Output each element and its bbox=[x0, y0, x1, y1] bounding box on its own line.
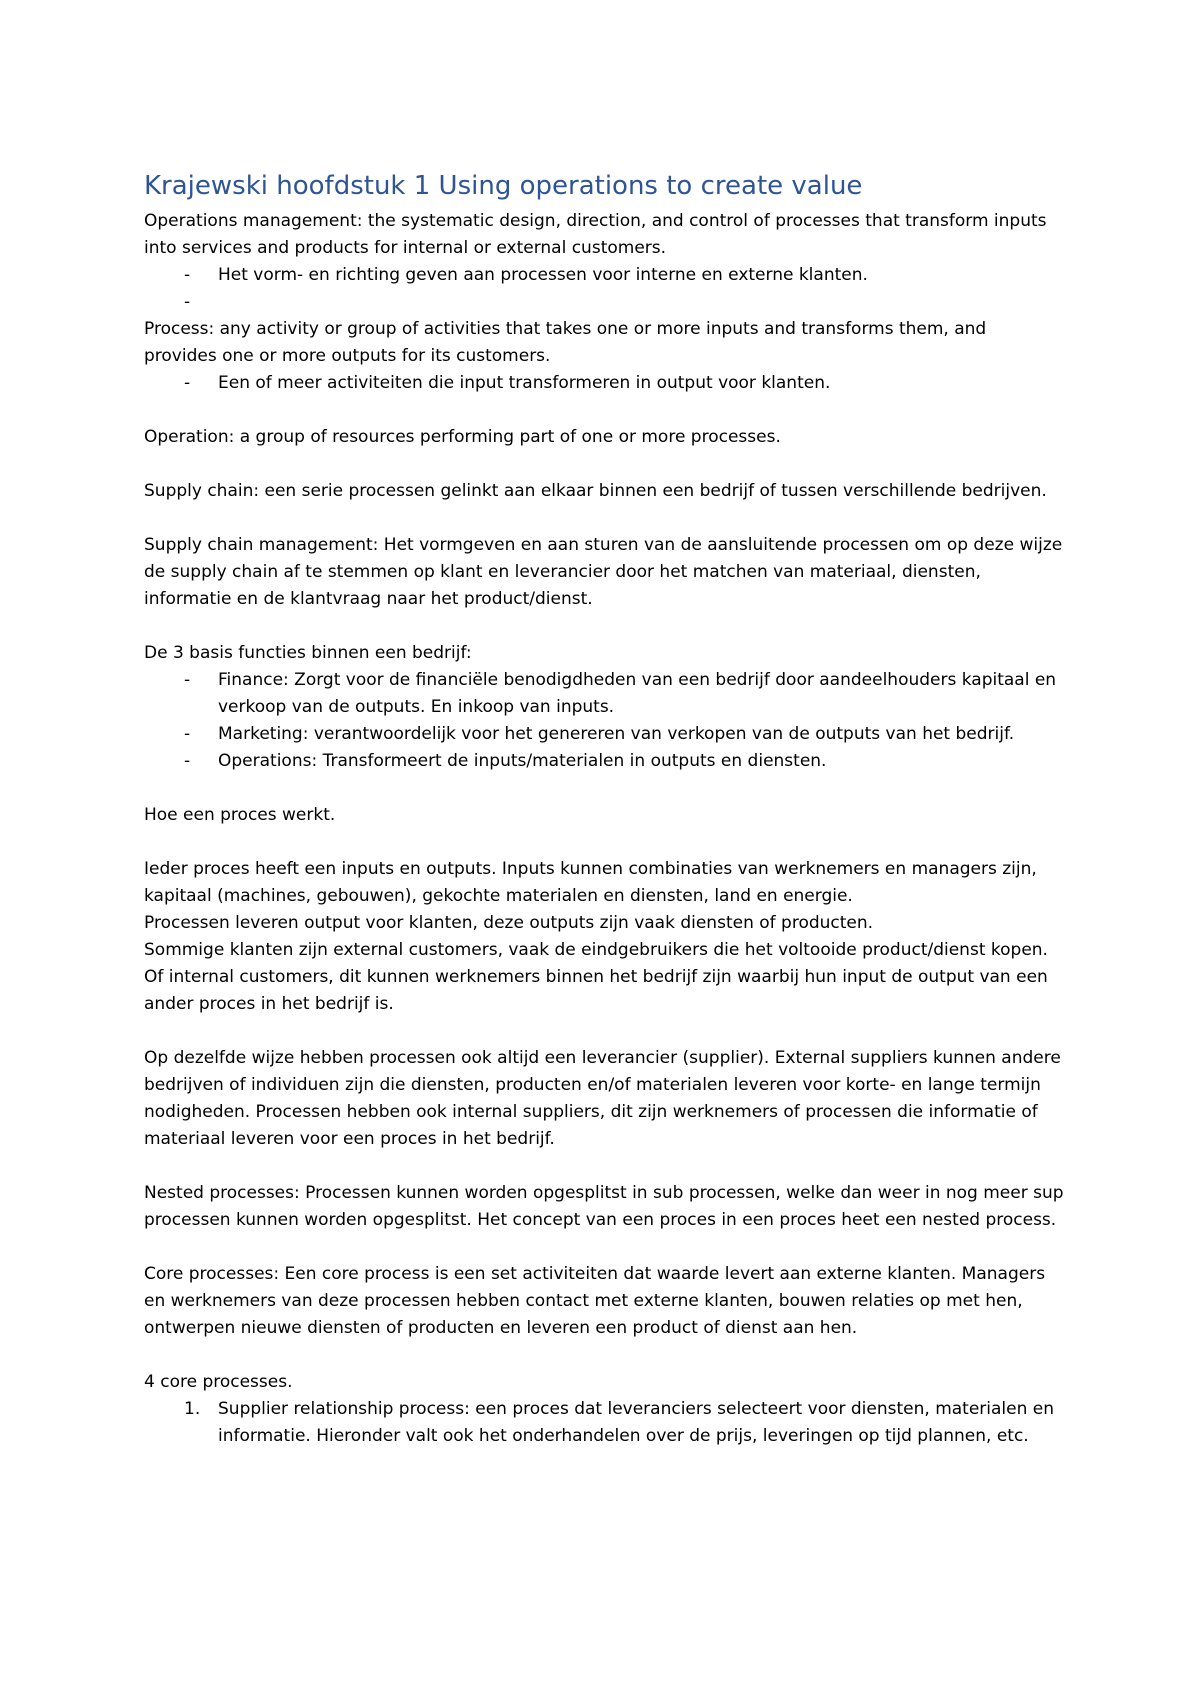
list-item-text: Het vorm- en richting geven aan processen voor interne en externe klanten. bbox=[218, 265, 868, 285]
bullet-marker: - bbox=[184, 751, 191, 771]
supply-chain-paragraph: Supply chain: een serie processen gelinkt aan elkaar binnen een bedrijf of tussen verschillende bedrijven. bbox=[144, 481, 1047, 501]
bullet-marker: - bbox=[184, 292, 191, 312]
paragraph: Processen leveren output voor klanten, deze outputs zijn vaak diensten of producten. bbox=[144, 913, 874, 933]
core-processes-paragraph: Core processes: Een core process is een set activiteiten dat waarde levert aan externe klanten. Managers en werknemers van deze processen hebben contact met externe klanten, bouwen relaties op met hen, ontwerpen nieuwe diensten of producten en leveren een product of dienst aan hen. bbox=[144, 1264, 1046, 1338]
suppliers-paragraph: Op dezelfde wijze hebben processen ook altijd een leverancier (supplier). External suppliers kunnen andere bedrijven of individuen zijn die diensten, producten en/of materialen leveren voor korte- en lange termijn nodigheden. Processen hebben ook internal suppliers, dit zijn werknemers of processen die informatie of materiaal leveren voor een proces in het bedrijf. bbox=[144, 1048, 1061, 1149]
bullet-marker: - bbox=[184, 670, 191, 690]
paragraph: Ieder proces heeft een inputs en outputs. Inputs kunnen combinaties van werknemers en managers zijn, kapitaal (machines, gebouwen), gekochte materialen en diensten, land en energie. bbox=[144, 859, 1037, 906]
list-item bbox=[144, 721, 1064, 748]
list-item-text: Supplier relationship process: een proces dat leveranciers selecteert voor diensten, materialen en informatie. Hieronder valt ook het onderhandelen over de prijs, leveringen op tijd plannen, etc. bbox=[218, 1399, 1055, 1446]
list-item-empty bbox=[144, 289, 1064, 316]
document-title: Krajewski hoofdstuk 1 Using operations to create value bbox=[144, 171, 863, 201]
list-item bbox=[144, 262, 1064, 289]
list-item-text: Marketing: verantwoordelijk voor het genereren van verkopen van de outputs van het bedrijf. bbox=[218, 724, 1015, 744]
document-page bbox=[144, 168, 1064, 1450]
list-item bbox=[144, 667, 1064, 721]
process-heading: Hoe een proces werkt. bbox=[144, 805, 336, 825]
basis-functions-intro: De 3 basis functies binnen een bedrijf: bbox=[144, 643, 472, 663]
list-item-text: Operations: Transformeert de inputs/materialen in outputs en diensten. bbox=[218, 751, 827, 771]
nested-processes-paragraph: Nested processes: Processen kunnen worden opgesplitst in sub processen, welke dan weer in nog meer sup processen kunnen worden opgesplitst. Het concept van een proces in een proces heet een nested process. bbox=[144, 1183, 1064, 1230]
bullet-marker: - bbox=[184, 724, 191, 744]
process-definition: Process: any activity or group of activities that takes one or more inputs and transforms them, and provides one or more outputs for its customers. bbox=[144, 319, 987, 366]
list-number: 1. bbox=[184, 1399, 201, 1419]
om-definition: Operations management: the systematic design, direction, and control of processes that transform inputs into services and products for internal or external customers. bbox=[144, 211, 1047, 258]
list-item-text: Finance: Zorgt voor de financiële benodigdheden van een bedrijf door aandeelhouders kapitaal en verkoop van de outputs. En inkoop van inputs. bbox=[218, 670, 1057, 717]
list-item bbox=[144, 748, 1064, 775]
list-item-text: Een of meer activiteiten die input transformeren in output voor klanten. bbox=[218, 373, 831, 393]
bullet-marker: - bbox=[184, 373, 191, 393]
bullet-marker: - bbox=[184, 265, 191, 285]
core-processes-intro: 4 core processes. bbox=[144, 1372, 293, 1392]
paragraph: Sommige klanten zijn external customers, vaak de eindgebruikers die het voltooide product/dienst kopen. Of internal customers, dit kunnen werknemers binnen het bedrijf zijn waarbij hun input de output van een ander proces in het bedrijf is. bbox=[144, 940, 1048, 1014]
list-item bbox=[144, 370, 1064, 397]
scm-paragraph: Supply chain management: Het vormgeven en aan sturen van de aansluitende processen om op deze wijze de supply chain af te stemmen op klant en leverancier door het matchen van materiaal, diensten, informatie en de klantvraag naar het product/dienst. bbox=[144, 535, 1063, 609]
numbered-list-item bbox=[144, 1396, 1064, 1450]
operation-definition: Operation: a group of resources performing part of one or more processes. bbox=[144, 427, 781, 447]
